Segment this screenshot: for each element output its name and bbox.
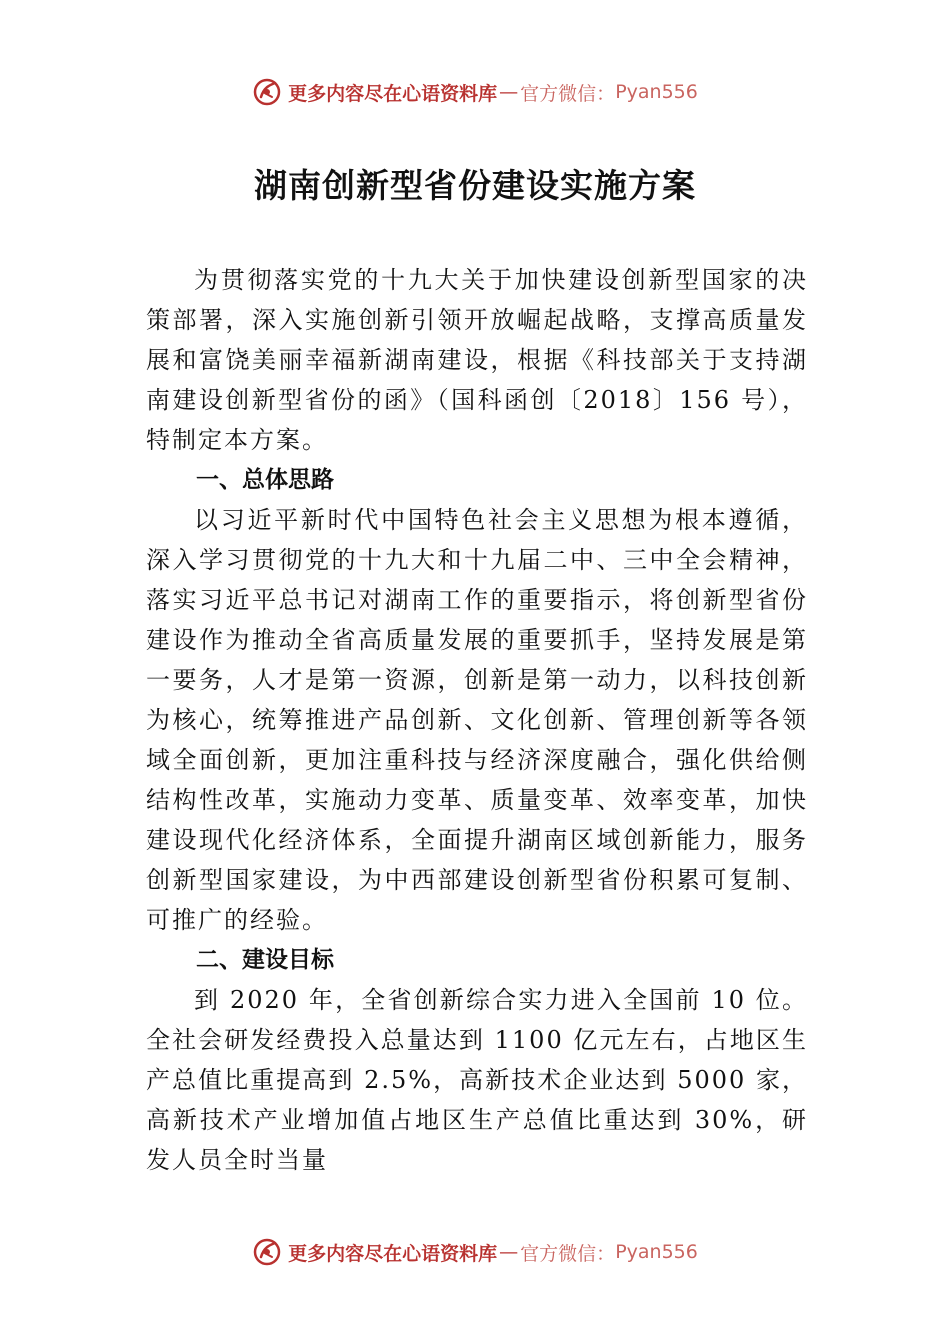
section-heading-goals: 二、建设目标 (196, 947, 334, 973)
overall-approach-paragraph: 以习近平新时代中国特色社会主义思想为根本遵循，深入学习贯彻党的十九大和十九届二中、三中全会精神，落实习近平总书记对湖南工作的重要指示，将创新型省份建设作为推动全省高质量发展的重要抓手，坚持发展是第一要务，人才是第一资源，创新是第一动力，以科技创新为核心，统筹推进产品创新、文化创新、管理创新等各领域全面创新，更加注重科技与经济深度融合，强化供给侧结构性改革，实施动力变革、质量变革、效率变革，加快建设现代化经济体系，全面提升湖南区域创新能力，服务创新型国家建设，为中西部建设创新型省份积累可复制、可推广的经验。 (146, 506, 808, 934)
intro-paragraph: 为贯彻落实党的十九大关于加快建设创新型国家的决策部署，深入实施创新引领开放崛起战略，支撑高质量发展和富饶美丽幸福新湖南建设，根据《科技部关于支持湖南建设创新型省份的函》（国科函创〔2018〕156 号），特制定本方案。 (146, 266, 808, 454)
document-body (146, 260, 808, 1180)
banner-wechat-label: 官方微信： (520, 82, 616, 105)
banner-dash: — (499, 1241, 519, 1263)
section-heading-overall-approach: 一、总体思路 (196, 467, 334, 493)
banner-dash: — (499, 81, 519, 103)
footer-banner (0, 1232, 950, 1272)
banner-main-text: 更多内容尽在心语资料库 (288, 1242, 498, 1265)
logo-icon (252, 77, 282, 107)
goals-paragraph: 到 2020 年，全省创新综合实力进入全国前 10 位。全社会研发经费投入总量达到 1100 亿元左右，占地区生产总值比重提高到 2.5%，高新技术企业达到 5000 家，高新技术产业增加值占地区生产总值比重达到 30%，研发人员全时当量 (146, 986, 808, 1174)
header-banner (0, 72, 950, 112)
banner-main-text: 更多内容尽在心语资料库 (288, 82, 498, 105)
document-title: 湖南创新型省份建设实施方案 (254, 166, 696, 205)
banner-wechat-label: 官方微信： (520, 1242, 616, 1265)
logo-icon (252, 1237, 282, 1267)
banner-wechat-id: Pyan556 (615, 81, 698, 103)
banner-wechat-id: Pyan556 (615, 1241, 698, 1263)
